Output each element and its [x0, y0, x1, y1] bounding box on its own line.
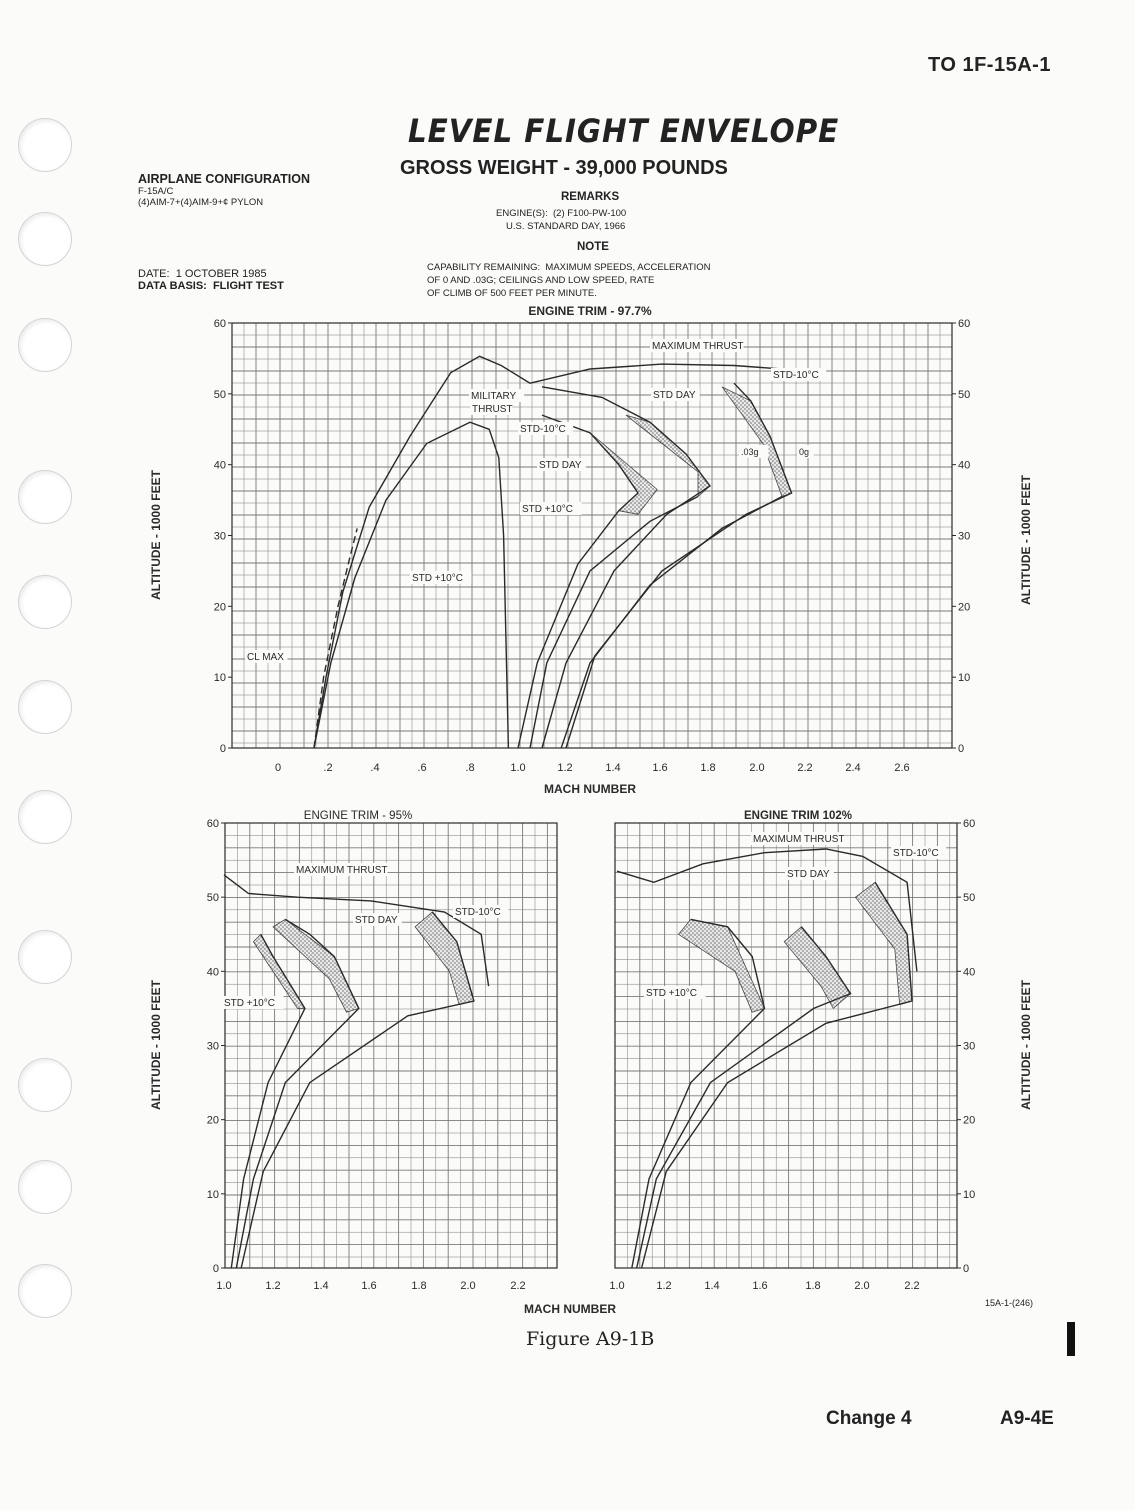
y-tick-label: 30	[213, 530, 226, 543]
page-subtitle: GROSS WEIGHT - 39,000 POUNDS	[400, 157, 728, 179]
annotation-label: MAXIMUM THRUST	[296, 865, 388, 876]
series-line	[561, 497, 782, 749]
x-tick-label: 2.0	[749, 762, 765, 774]
y-tick-label: 30	[206, 1040, 219, 1053]
annotation-label: STD +10°C	[412, 573, 463, 584]
x-tick-label: 2.2	[510, 1280, 526, 1292]
x-tick-label: 1.4	[605, 762, 621, 774]
x-tick-label: 1.0	[216, 1280, 232, 1292]
x-tick-label: 2.6	[894, 762, 910, 774]
x-axis-title: MACH NUMBER	[524, 1302, 616, 1316]
x-axis-title: MACH NUMBER	[544, 782, 636, 796]
series-line	[542, 387, 710, 748]
x-tick-label: 1.8	[700, 762, 716, 774]
y-tick-label: 30	[963, 1040, 976, 1053]
y-tick-label: 20	[206, 1114, 219, 1127]
annotation-label: THRUST	[472, 404, 513, 415]
shaded-band	[856, 882, 913, 1004]
configuration-line: (4)AIM-7+(4)AIM-9+¢ PYLON	[138, 197, 264, 208]
annotation-label: STD-10°C	[773, 370, 819, 381]
x-tick-label: 1.2	[557, 762, 573, 774]
note-line: OF 0 AND .03G; CEILINGS AND LOW SPEED, RATE	[427, 275, 655, 286]
chart-title: ENGINE TRIM 102%	[744, 810, 852, 822]
annotation-label: 0g	[799, 447, 810, 457]
x-tick-label: .8	[465, 762, 475, 774]
x-tick-label: .6	[417, 762, 427, 774]
annotation-label: CL MAX	[247, 652, 284, 663]
document-id: TO 1F-15A-1	[928, 54, 1051, 76]
y-tick-label: 0	[958, 743, 965, 755]
remarks-heading: REMARKS	[561, 191, 620, 203]
y-tick-label: 10	[206, 1188, 219, 1201]
remarks-line: ENGINE(S): (2) F100-PW-100	[496, 208, 627, 219]
y-tick-label: 50	[213, 388, 226, 401]
x-tick-label: 2.2	[904, 1280, 920, 1292]
x-tick-label: 1.2	[656, 1280, 672, 1292]
y-tick-label: 60	[206, 818, 219, 830]
data-basis-label: DATA BASIS: FLIGHT TEST	[138, 280, 284, 292]
y-tick-label: 20	[213, 601, 226, 614]
y-tick-label: 10	[963, 1188, 976, 1201]
figure-code: 15A-1-(246)	[985, 1298, 1034, 1308]
shaded-band	[590, 433, 657, 515]
y-tick-label: 40	[963, 966, 976, 979]
y-tick-label: 60	[963, 818, 976, 830]
y-tick-label: 50	[206, 892, 219, 905]
annotation-label: STD-10°C	[455, 907, 501, 918]
y-axis-title: ALTITUDE - 1000 FEET	[149, 470, 163, 600]
annotation-label: STD +10°C	[646, 988, 697, 999]
series-line	[642, 882, 912, 1268]
x-tick-label: 1.8	[411, 1280, 427, 1292]
annotation-label: STD +10°C	[522, 504, 573, 515]
x-tick-label: 1.6	[752, 1280, 768, 1292]
annotation-label: STD +10°C	[224, 998, 275, 1009]
page-number: A9-4E	[1000, 1408, 1054, 1429]
chart-title: ENGINE TRIM - 97.7%	[528, 304, 652, 318]
x-tick-label: 1.2	[265, 1280, 281, 1292]
annotation-label: MAXIMUM THRUST	[652, 341, 744, 352]
x-tick-label: 2.4	[845, 762, 861, 774]
note-line: CAPABILITY REMAINING: MAXIMUM SPEEDS, ACCELERATION	[427, 262, 711, 273]
y-tick-label: 30	[958, 530, 971, 543]
chart-title: ENGINE TRIM - 95%	[303, 810, 413, 822]
annotation-label: .03g	[741, 447, 759, 457]
x-tick-label: 1.4	[313, 1280, 329, 1292]
x-tick-label: 1.6	[361, 1280, 377, 1292]
y-tick-label: 60	[213, 318, 226, 330]
y-tick-label: 40	[213, 459, 226, 472]
x-tick-label: 1.8	[805, 1280, 821, 1292]
annotation-label: STD-10°C	[893, 848, 939, 859]
y-tick-label: 10	[958, 672, 971, 685]
y-tick-label: 0	[212, 1263, 219, 1275]
y-tick-label: 20	[963, 1114, 976, 1127]
remarks-line: U.S. STANDARD DAY, 1966	[506, 221, 626, 232]
y-tick-label: 20	[958, 601, 971, 614]
note-line: OF CLIMB OF 500 FEET PER MINUTE.	[427, 288, 597, 299]
x-tick-label: .4	[370, 762, 380, 774]
page-title: LEVEL FLIGHT ENVELOPE	[408, 112, 840, 150]
x-tick-label: 1.4	[704, 1280, 720, 1292]
y-tick-label: 0	[963, 1263, 970, 1275]
change-bar	[1067, 1322, 1075, 1356]
y-axis-title: ALTITUDE - 1000 FEET	[149, 980, 163, 1110]
configuration-heading: AIRPLANE CONFIGURATION	[138, 172, 310, 186]
top-chart-grid	[232, 323, 952, 748]
bottom-left-grid	[225, 823, 557, 1268]
plot-frame	[615, 823, 957, 1268]
y-tick-label: 60	[958, 318, 971, 330]
annotation-label: MAXIMUM THRUST	[753, 834, 845, 845]
y-axis-title: ALTITUDE - 1000 FEET	[1019, 980, 1033, 1110]
series-line	[566, 383, 792, 748]
bottom-right-grid	[615, 823, 957, 1268]
y-tick-label: 40	[958, 459, 971, 472]
x-tick-label: .2	[323, 762, 333, 774]
annotation-label: STD DAY	[539, 460, 582, 471]
shaded-band	[722, 387, 792, 497]
change-label: Change 4	[826, 1408, 912, 1429]
annotation-label: STD DAY	[355, 915, 398, 926]
y-tick-label: 0	[219, 743, 226, 755]
x-tick-label: 1.6	[652, 762, 668, 774]
x-tick-label: 0	[274, 762, 282, 774]
y-tick-label: 10	[213, 672, 226, 685]
annotation-label: MILITARY	[471, 391, 517, 402]
y-tick-label: 50	[958, 388, 971, 401]
annotation-label: STD DAY	[787, 869, 830, 880]
y-tick-label: 50	[963, 892, 976, 905]
x-tick-label: 1.0	[609, 1280, 625, 1292]
date-label: DATE: 1 OCTOBER 1985	[138, 268, 267, 280]
shaded-band	[273, 919, 359, 1012]
y-tick-label: 40	[206, 966, 219, 979]
x-tick-label: 2.2	[797, 762, 813, 774]
x-tick-label: 2.0	[854, 1280, 870, 1292]
note-heading: NOTE	[577, 241, 609, 253]
annotation-label: STD DAY	[653, 390, 696, 401]
figure-caption: Figure A9-1B	[526, 1328, 655, 1350]
series-line	[530, 497, 698, 749]
y-axis-title: ALTITUDE - 1000 FEET	[1019, 475, 1033, 605]
configuration-line: F-15A/C	[138, 186, 174, 197]
x-tick-label: 1.0	[510, 762, 526, 774]
x-tick-label: 2.0	[460, 1280, 476, 1292]
annotation-label: STD-10°C	[520, 424, 566, 435]
